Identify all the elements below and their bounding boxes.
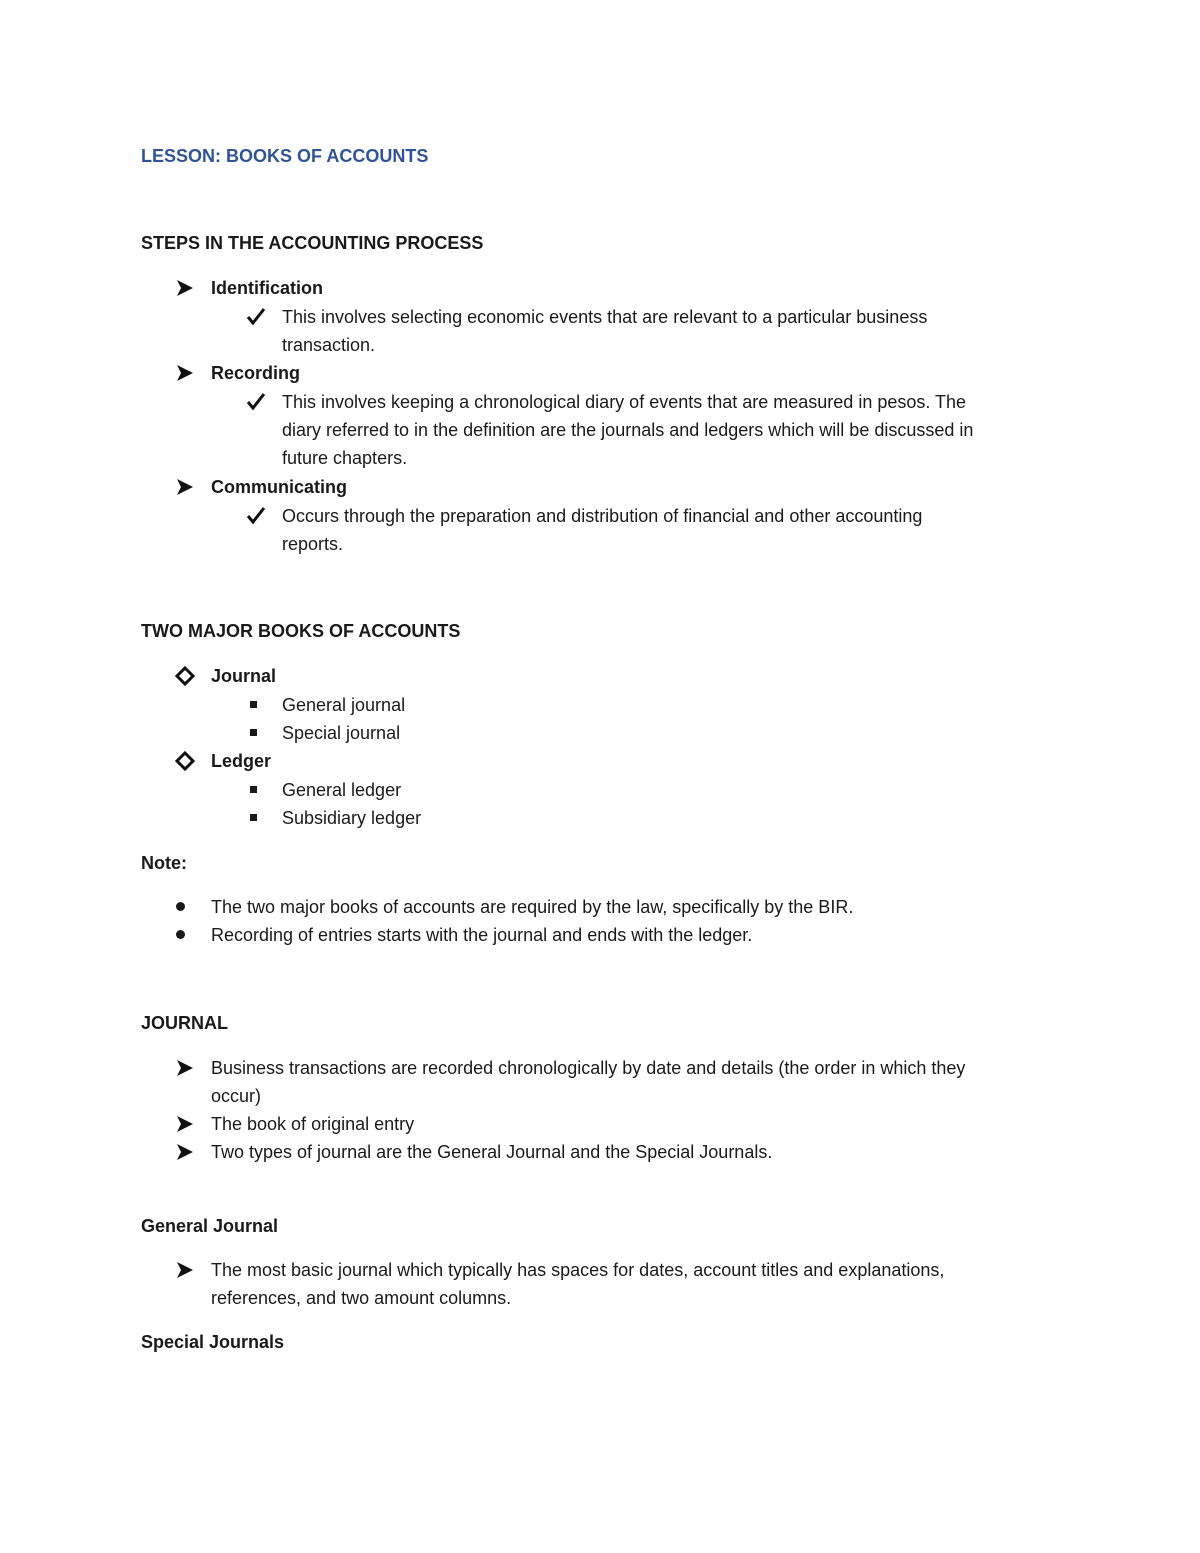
step-label: Identification xyxy=(211,278,323,298)
checkmark-icon xyxy=(246,505,266,525)
arrowhead-bullet-icon xyxy=(176,477,196,497)
note-item: The two major books of accounts are required by the law, specifically by the BIR. xyxy=(211,897,854,917)
book-subitem: Subsidiary ledger xyxy=(282,808,422,828)
round-bullet-icon xyxy=(176,902,185,911)
arrowhead-bullet-icon xyxy=(176,278,196,298)
book-subitem: Special journal xyxy=(282,723,401,743)
diamond-bullet-icon xyxy=(175,751,195,771)
step-description-line: diary referred to in the definition are the journals and ledgers which will be discussed in xyxy=(282,420,974,440)
arrowhead-bullet-icon xyxy=(176,1260,196,1280)
note-label: Note: xyxy=(141,853,187,873)
step-description-line: This involves selecting economic events that are relevant to a particular business xyxy=(282,307,928,327)
arrowhead-bullet-icon xyxy=(176,1114,196,1134)
general-journal-item-line: references, and two amount columns. xyxy=(211,1288,512,1308)
steps-heading: STEPS IN THE ACCOUNTING PROCESS xyxy=(141,233,484,253)
square-bullet-icon xyxy=(250,729,257,736)
special-journals-heading: Special Journals xyxy=(141,1332,285,1352)
checkmark-icon xyxy=(246,306,266,326)
journal-item-line: Business transactions are recorded chronologically by date and details (the order in which they xyxy=(211,1058,966,1078)
step-description-line: This involves keeping a chronological diary of events that are measured in pesos. The xyxy=(282,392,967,412)
book-subitem: General ledger xyxy=(282,780,402,800)
step-description-line: transaction. xyxy=(282,335,376,355)
diamond-bullet-icon xyxy=(175,666,195,686)
step-description-line: future chapters. xyxy=(282,448,408,468)
journal-item-line: Two types of journal are the General Journal and the Special Journals. xyxy=(211,1142,773,1162)
lesson-title: LESSON: BOOKS OF ACCOUNTS xyxy=(141,146,429,166)
book-label: Ledger xyxy=(211,751,272,771)
books-heading: TWO MAJOR BOOKS OF ACCOUNTS xyxy=(141,621,461,641)
arrowhead-bullet-icon xyxy=(176,1142,196,1162)
step-label: Communicating xyxy=(211,477,348,497)
checkmark-icon xyxy=(246,391,266,411)
journal-item-line: The book of original entry xyxy=(211,1114,415,1134)
arrowhead-bullet-icon xyxy=(176,363,196,383)
book-subitem: General journal xyxy=(282,695,406,715)
round-bullet-icon xyxy=(176,930,185,939)
step-description-line: Occurs through the preparation and distribution of financial and other accounting xyxy=(282,506,923,526)
square-bullet-icon xyxy=(250,701,257,708)
journal-item-line: occur) xyxy=(211,1086,262,1106)
step-label: Recording xyxy=(211,363,301,383)
general-journal-item-line: The most basic journal which typically has spaces for dates, account titles and explanations, xyxy=(211,1260,945,1280)
note-item: Recording of entries starts with the journal and ends with the ledger. xyxy=(211,925,753,945)
general-journal-heading: General Journal xyxy=(141,1216,279,1236)
arrowhead-bullet-icon xyxy=(176,1058,196,1078)
book-label: Journal xyxy=(211,666,277,686)
journal-heading: JOURNAL xyxy=(141,1013,229,1033)
step-description-line: reports. xyxy=(282,534,344,554)
square-bullet-icon xyxy=(250,814,257,821)
square-bullet-icon xyxy=(250,786,257,793)
